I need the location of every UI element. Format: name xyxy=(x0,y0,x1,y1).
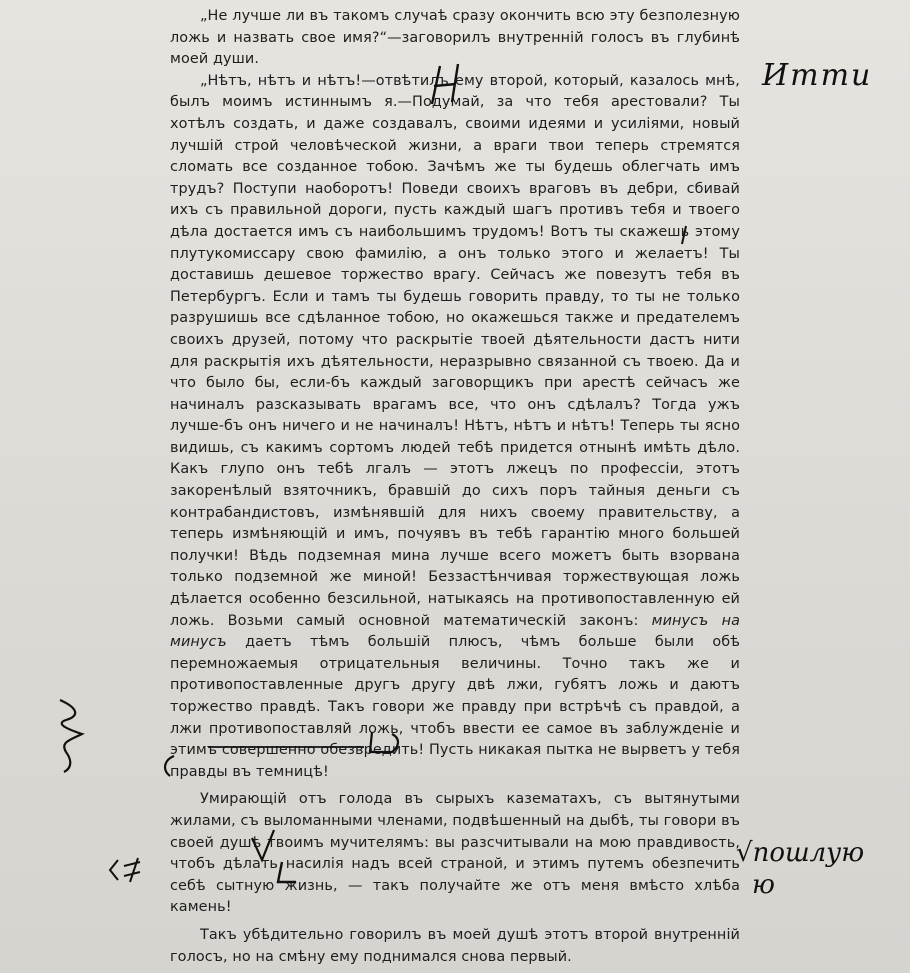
paragraph-1: „Не лучше ли въ такомъ случаѣ сразу окончить всю эту безполезную ложь и назвать свое имя?“—заговорилъ внутренній голосъ въ глубинѣ моей души. xyxy=(170,8,740,68)
paragraph-2 xyxy=(170,71,740,784)
margin-squiggle xyxy=(60,700,82,772)
handwritten-note-poshluyu: √пошлую xyxy=(736,838,865,868)
paragraph-4: Такъ убѣдительно говорилъ въ моей душѣ этотъ второй внутренній голосъ, но на смѣну ему поднимался снова первый. xyxy=(170,926,740,965)
handwritten-note-itti: Итти xyxy=(762,58,873,93)
handwritten-note-ko: ю xyxy=(752,870,775,900)
main-text xyxy=(170,6,740,968)
margin-insert-mark xyxy=(110,858,140,882)
paragraph-3: Умирающій отъ голода въ сырыхъ казематахъ, съ вытянутыми жилами, съ выломанными членами, подвѣшенный на дыбѣ, ты говори въ своей душѣ твоимъ мучителямъ: вы разсчитывали на мою правдивость, чтобъ дѣлать насилія надъ всей страной, и этимъ путемъ обезпечить себѣ сытную жизнь, — такъ получайте же отъ меня вмѣсто хлѣба камень! xyxy=(170,791,740,916)
paragraph-2-text: „Нѣтъ, нѣтъ и нѣтъ!—отвѣтилъ ему второй, который, казалось мнѣ, былъ моимъ истиннымъ я.—Подумай, за что тебя арестовали? Ты хотѣлъ создать, и даже создавалъ, своими идеями и усиліями, новый лучшій строй человѣческой жизни, а враги твои теперь стремятся сломать все созданное тобою. Зачѣмъ же ты будешь облегчать имъ трудъ? Поступи наоборотъ! Поведи своихъ враговъ въ дебри, сбивай ихъ съ правильной дороги, пусть каждый шагъ противъ тебя и твоего дѣла достается имъ съ наибольшимъ трудомъ! Вотъ ты скажешь этому плутукомиссару свою фамилію, а онъ только этого и желаетъ! Ты доставишь дешевое торжество врагу. Сейчасъ же повезутъ тебя въ Петербургъ. Если и тамъ ты будешь говорить правду, то ты не только разрушишь все сдѣланное тобою, но окажешься также и предателемъ своихъ друзей, потому что раскрытіе твоей дѣятельности дастъ нити для раскрытія ихъ дѣятельности, неразрывно связанной съ твоею. Да и что было бы, если-бъ каждый заговорщикъ при арестѣ сейчасъ же начиналъ разсказывать врагамъ все, что онъ сдѣлалъ? Тогда ужъ лучше-бъ онъ ничего и не начиналъ! Нѣтъ, нѣтъ и нѣтъ! Теперь ты ясно видишь, съ какимъ сортомъ людей тебѣ придется отнынѣ имѣть дѣло. Какъ глупо онъ тебѣ лгалъ — этотъ лжецъ по профессіи, этотъ закоренѣлый взяточникъ, бравшій до сихъ поръ тайныя деньги съ контрабандистовъ, измѣнявшій для нихъ своему правительству, а теперь измѣняющій и имъ, почуявъ въ тебѣ гарантію много большей получки! Вѣдь подземная мина лучше всего можетъ быть взорвана только подземной же миной! Беззастѣнчивая торжествующая ложь дѣлается особенно безсильной, натыкаясь на противопоставленную ей ложь. Возьми самый основной математическій законъ: xyxy=(170,72,740,629)
paragraph-2-continued: даетъ тѣмъ большій плюсъ, чѣмъ больше были обѣ перемножаемыя отрицательныя величины. Точно такъ же и противопоставленные другъ другу двѣ лжи, губятъ ложь и даютъ торжество правдѣ. Такъ говори же правду при встрѣчѣ съ правдой, а лжи противопоставляй ложь, чтобъ ввести ее самое въ заблужденіе и этимъ совершенно обезвредить! Пусть никакая пытка не вырветъ у тебя правды въ темницѣ! xyxy=(170,634,740,780)
italic-phrase: минусъ на минусъ xyxy=(170,612,740,651)
